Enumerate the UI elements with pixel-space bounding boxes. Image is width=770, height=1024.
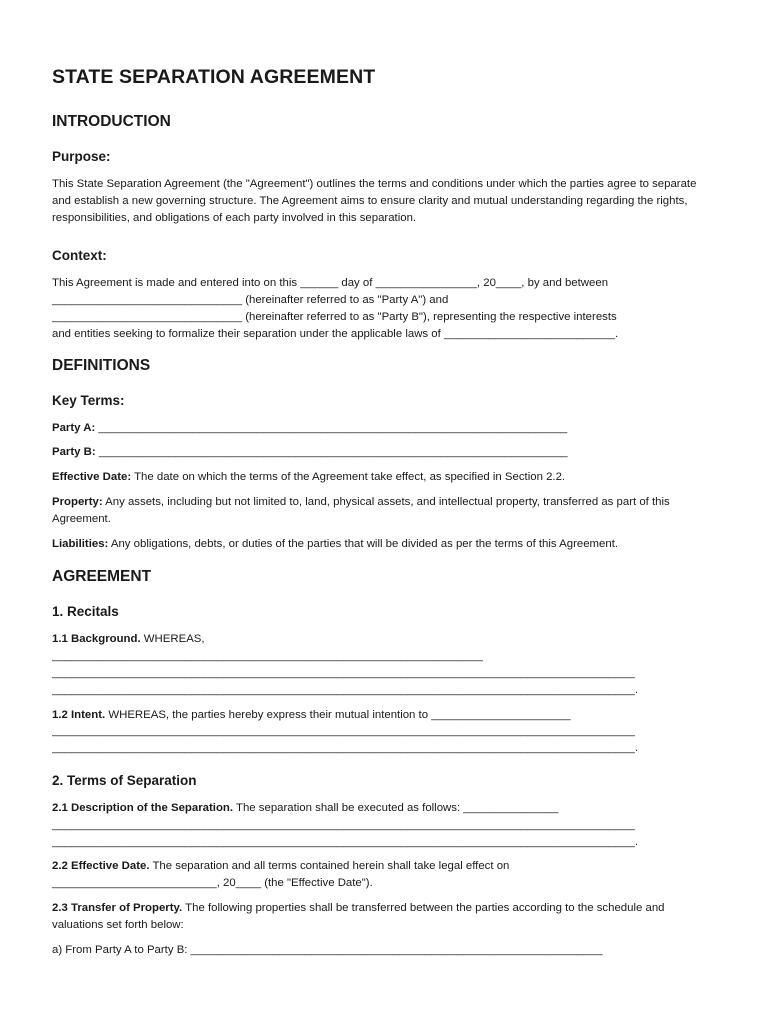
background-clause: [52, 631, 718, 648]
effective-text: The separation and all terms contained herein shall take legal effect on: [149, 860, 510, 873]
intent-clause: [52, 707, 718, 724]
description-text: The separation shall be executed as follows: _______________: [233, 801, 559, 814]
context-line-4: and entities seeking to formalize their separation under the applicable laws of ___________________________.: [52, 327, 619, 340]
effective-label: 2.2 Effective Date.: [52, 860, 150, 873]
effective-clause: [52, 858, 718, 892]
effective-blank-line: __________________________, 20____ (the "Effective Date").: [52, 877, 373, 890]
party-a-label: Party A:: [52, 421, 96, 434]
description-blank-line-1: ____________________________________________________________________________________________: [52, 818, 635, 831]
party-a-to-b-text: a) From Party A to Party B: _________________________________________________________________: [52, 943, 603, 956]
background-blank-line-1: ____________________________________________________________________: [52, 650, 483, 663]
introduction-heading: INTRODUCTION: [52, 113, 171, 130]
key-terms-heading: Key Terms:: [52, 392, 125, 408]
party-a-definition: [52, 420, 718, 437]
intent-blank-line-2: ____________________________________________________________________________________________.: [52, 742, 638, 755]
purpose-heading: Purpose:: [52, 149, 111, 164]
purpose-paragraph: This State Separation Agreement (the "Agreement") outlines the terms and conditions under which the parties agree to separate and establish a new governing structure. The Agreement aims to ensure clarity and mutual understanding regarding the rights, responsibilities, and obligations of each party involved in this separation.: [52, 178, 697, 224]
transfer-text: The following properties shall be transferred between the parties according to the schedule and valuations set forth below:: [52, 901, 665, 931]
effective-date-label: Effective Date:: [52, 471, 132, 484]
property-definition: [52, 494, 718, 528]
context-line-1: This Agreement is made and entered into on this ______ day of ________________, 20____, by and between: [52, 277, 609, 290]
background-label: 1.1 Background.: [52, 633, 141, 646]
agreement-heading: AGREEMENT: [52, 568, 152, 586]
party-a-to-b-line: [52, 942, 718, 959]
background-blank-line-2: ____________________________________________________________________________________________: [52, 666, 635, 679]
document-title: STATE SEPARATION AGREEMENT: [52, 66, 376, 88]
description-clause: [52, 800, 718, 817]
intent-label: 1.2 Intent.: [52, 708, 106, 721]
recitals-heading: 1. Recitals: [52, 604, 119, 620]
description-label: 2.1 Description of the Separation.: [52, 801, 234, 814]
transfer-clause: [52, 900, 718, 934]
context-line-3: ______________________________ (hereinafter referred to as "Party B"), representing the respective interests: [52, 310, 617, 323]
party-a-blank: __________________________________________________________________________: [95, 421, 568, 434]
property-text: Any assets, including but not limited to, land, physical assets, and intellectual property, transferred as part of this Agreement.: [52, 495, 670, 525]
terms-heading: 2. Terms of Separation: [52, 772, 197, 788]
context-heading: Context:: [52, 248, 107, 264]
party-b-definition: [52, 444, 718, 461]
property-label: Property:: [52, 495, 103, 508]
liabilities-definition: [52, 536, 718, 553]
party-b-blank: __________________________________________________________________________: [95, 446, 568, 459]
effective-date-definition: [52, 469, 718, 486]
party-b-label: Party B:: [52, 446, 96, 459]
context-paragraph: [52, 275, 718, 342]
intent-text: WHEREAS, the parties hereby express their mutual intention to ______________________: [105, 708, 571, 721]
liabilities-label: Liabilities:: [52, 537, 109, 550]
background-blank-line-3: ____________________________________________________________________________________________.: [52, 683, 638, 696]
transfer-label: 2.3 Transfer of Property.: [52, 901, 183, 914]
effective-date-text: The date on which the terms of the Agreement take effect, as specified in Section 2.2.: [131, 471, 566, 484]
liabilities-text: Any obligations, debts, or duties of the parties that will be divided as per the terms of this Agreement.: [108, 537, 619, 550]
background-text: WHEREAS,: [140, 633, 205, 646]
intent-blank-line-1: ____________________________________________________________________________________________: [52, 725, 635, 738]
context-line-2: ______________________________ (hereinafter referred to as "Party A") and: [52, 294, 449, 307]
definitions-heading: DEFINITIONS: [52, 356, 151, 374]
description-blank-line-2: ____________________________________________________________________________________________.: [52, 835, 638, 848]
